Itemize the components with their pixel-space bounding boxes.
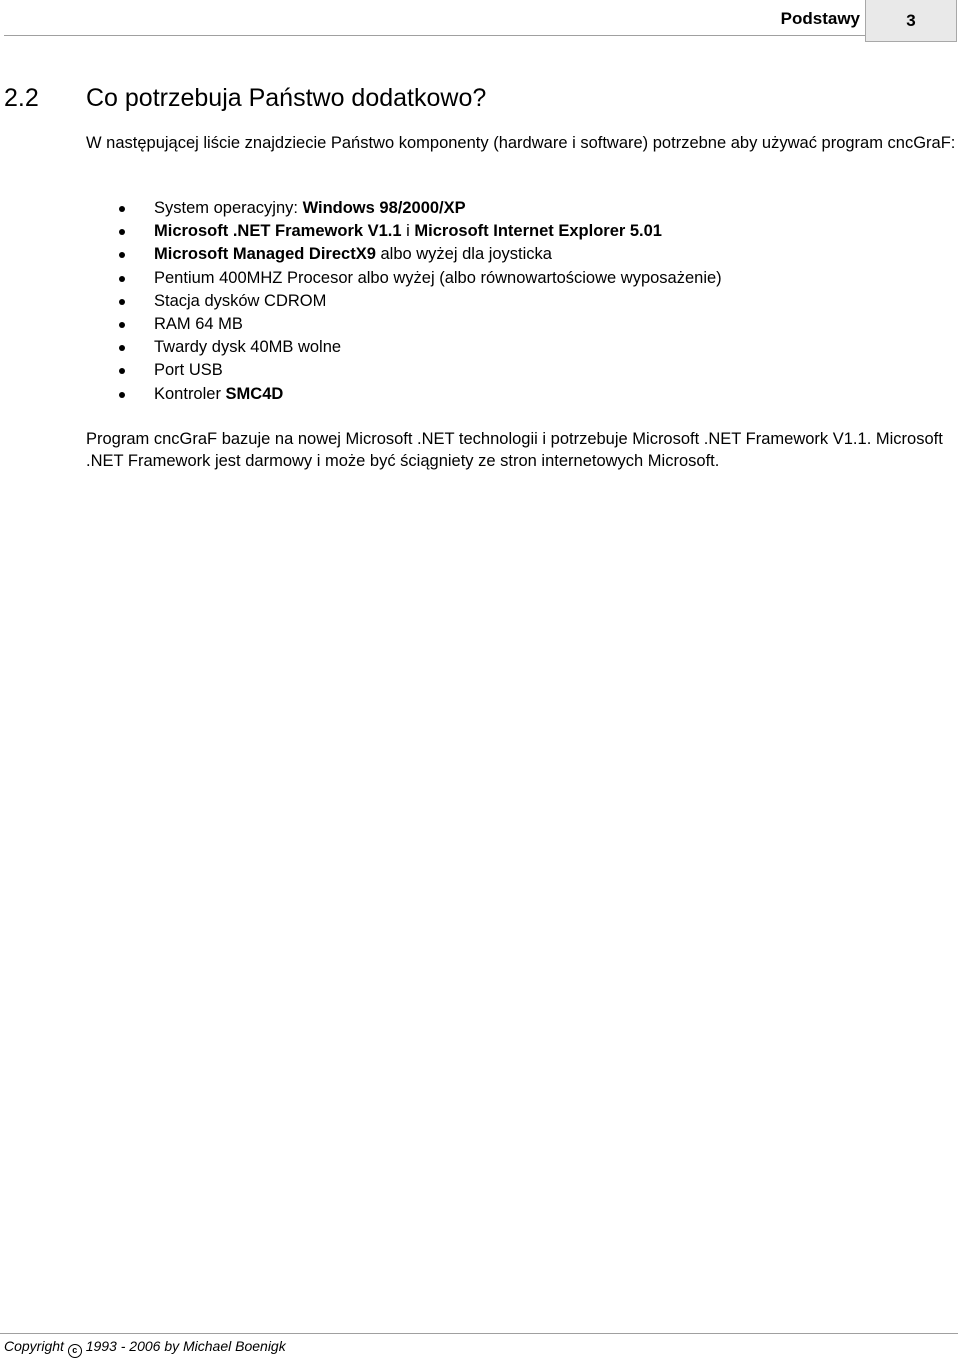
page-header [0,0,960,44]
closing-paragraph: Program cncGraF bazuje na nowej Microsoft .NET technologii i potrzebuje Microsoft .NET Framework V1.1. Microsoft .NET Framework jest darmowy i może być ściągniety ze stron internetowych Microsoft. [86,430,943,470]
copyright-text: 1993 - 2006 by Michael Boenigk [85,1338,286,1354]
section-number: 2.2 [4,84,39,112]
bullet-icon [119,229,125,235]
list-item: Twardy dysk 40MB wolne [86,336,722,359]
copyright-notice [4,1338,286,1358]
bullet-icon [119,252,125,258]
list-item: Pentium 400MHZ Procesor albo wyżej (albo równowartościowe wyposażenie) [86,267,722,290]
bullet-icon [119,368,125,374]
bullet-icon [119,392,125,398]
copyright-icon: c [68,1344,82,1358]
copyright-label: Copyright [4,1338,64,1354]
list-item: Microsoft .NET Framework V1.1 i Microsoft Internet Explorer 5.01 [86,220,722,243]
section-title: Co potrzebuja Państwo dodatkowo? [86,84,487,112]
list-item: RAM 64 MB [86,313,722,336]
bullet-icon [119,322,125,328]
bullet-icon [119,276,125,282]
section-heading [4,83,486,113]
intro-paragraph: W następującej liście znajdziecie Państwo komponenty (hardware i software) potrzebne aby używać program cncGraF: [86,134,956,152]
header-rule [4,35,866,36]
list-item: Port USB [86,359,722,382]
requirements-list [86,197,722,406]
page-number: 3 [906,10,916,30]
chapter-title: Podstawy [780,9,860,28]
bullet-icon [119,299,125,305]
list-item: Microsoft Managed DirectX9 albo wyżej dla joysticka [86,243,722,266]
bullet-icon [119,345,125,351]
page-number-box [865,0,957,42]
list-item: System operacyjny: Windows 98/2000/XP [86,197,722,220]
bullet-icon [119,206,125,212]
footer-rule [0,1333,958,1334]
list-item: Kontroler SMC4D [86,383,722,406]
list-item: Stacja dysków CDROM [86,290,722,313]
